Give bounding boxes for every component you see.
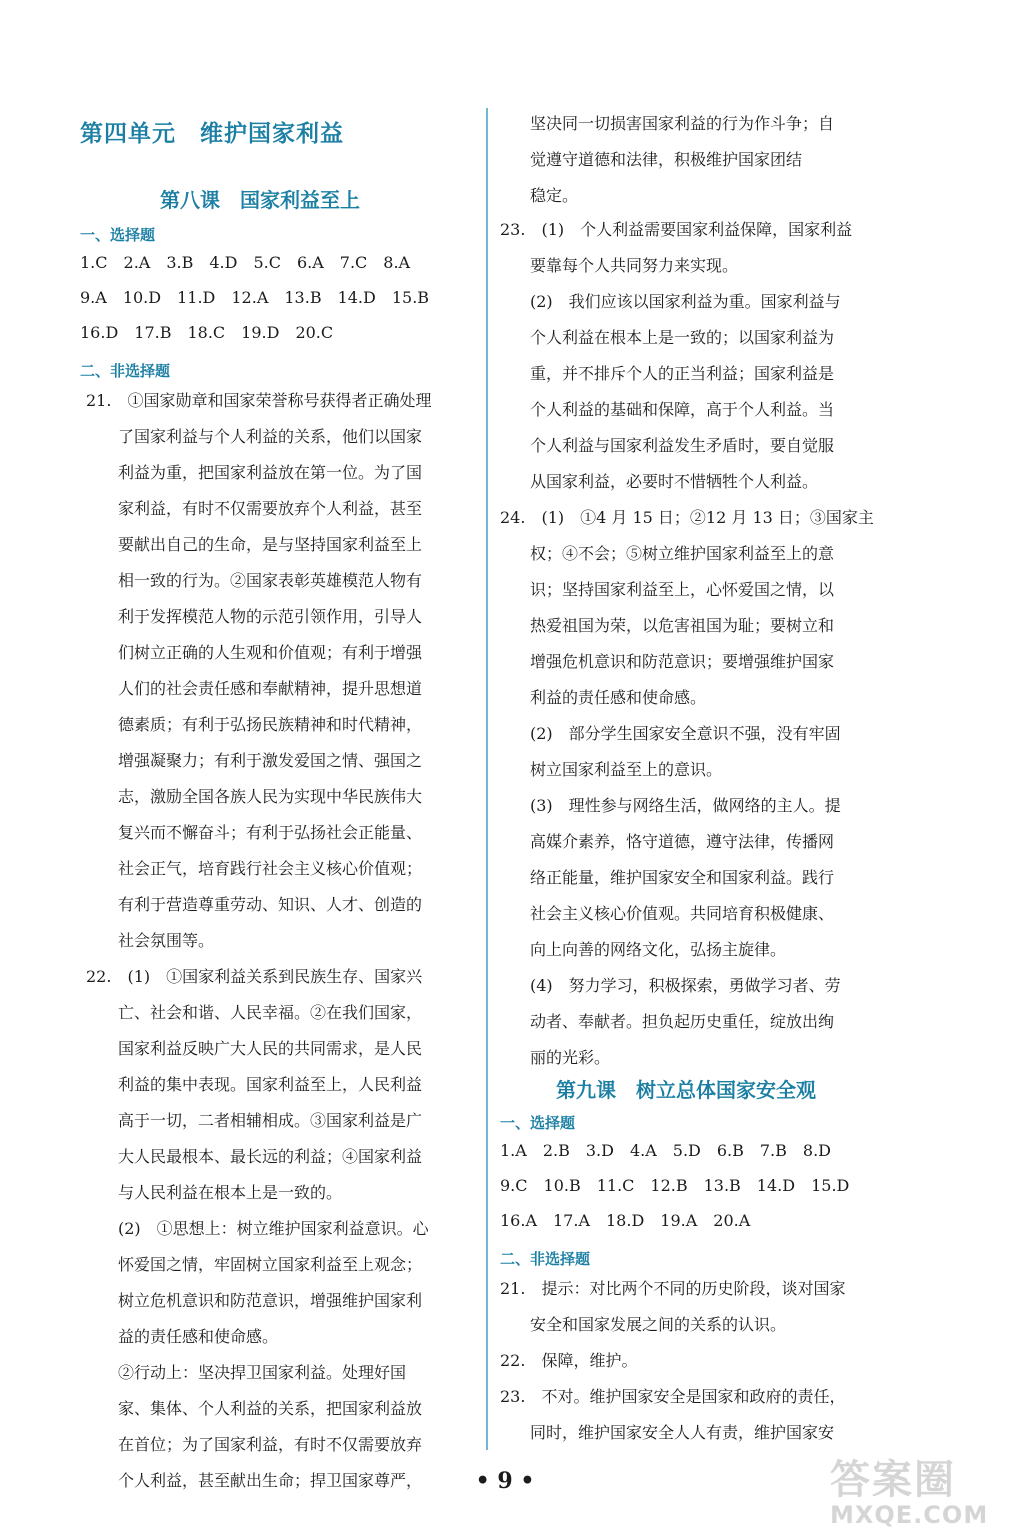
q24-line: 增强危机意识和防范意识；要增强维护国家 bbox=[530, 652, 835, 671]
q22-line: 利益的集中表现。国家利益至上，人民利益 bbox=[118, 1075, 423, 1094]
q22-line: 在首位；为了国家利益，有时不仅需要放弃 bbox=[118, 1435, 423, 1454]
q23-line: 从国家利益，必要时不惜牺牲个人利益。 bbox=[530, 472, 819, 491]
q22-cont-line: 稳定。 bbox=[530, 186, 579, 205]
q22-line: 高于一切，二者相辅相成。③国家利益是广 bbox=[118, 1111, 423, 1130]
q23-line: 个人利益在根本上是一致的；以国家利益为 bbox=[530, 328, 835, 347]
lesson9-title: 第九课 树立总体国家安全观 bbox=[556, 1078, 816, 1102]
lesson9-mc-line: 16.A 17.A 18.D 19.A 20.A bbox=[500, 1211, 751, 1230]
q23-line: 个人利益的基础和保障，高于个人利益。当 bbox=[530, 400, 835, 419]
q21-line: 要献出自己的生命，是与坚持国家利益至上 bbox=[118, 535, 423, 554]
q24-line: 热爱祖国为荣，以危害祖国为耻；要树立和 bbox=[530, 616, 835, 635]
unit-title: 第四单元 维护国家利益 bbox=[80, 121, 344, 147]
q22-line: ②行动上：坚决捍卫国家利益。处理好国 bbox=[118, 1363, 407, 1382]
q22-line: 益的责任感和使命感。 bbox=[118, 1327, 279, 1346]
q21-line: 社会正气，培育践行社会主义核心价值观； bbox=[118, 859, 423, 878]
q22-line: 家、集体、个人利益的关系，把国家利益放 bbox=[118, 1399, 423, 1418]
q23-line: 要靠每个人共同努力来实现。 bbox=[530, 256, 739, 275]
q23-line: (2) 我们应该以国家利益为重。国家利益与 bbox=[530, 292, 841, 311]
q24-line: 向上向善的网络文化，弘扬主旋律。 bbox=[530, 940, 787, 959]
q22-line: 怀爱国之情，牢固树立国家利益至上观念； bbox=[118, 1255, 423, 1274]
q24-line: 树立国家利益至上的意识。 bbox=[530, 760, 723, 779]
q24-line: 权；④不会；⑤树立维护国家利益至上的意 bbox=[530, 544, 835, 563]
q21-line: 社会氛围等。 bbox=[118, 931, 215, 950]
l9-q23-line: 23. 不对。维护国家安全是国家和政府的责任， bbox=[500, 1387, 846, 1406]
watermark-logo bbox=[830, 1448, 1000, 1528]
q22-line: 国家利益反映广大人民的共同需求，是人民 bbox=[118, 1039, 423, 1058]
q24-line: (2) 部分学生国家安全意识不强，没有牢固 bbox=[530, 724, 841, 743]
q22-line: 个人利益，甚至献出生命；捍卫国家尊严， bbox=[118, 1471, 423, 1490]
q24-line: (4) 努力学习，积极探索，勇做学习者、劳 bbox=[530, 976, 841, 995]
l9-q23-line: 同时，维护国家安全人人有责，维护国家安 bbox=[530, 1423, 835, 1442]
q22-line: 树立危机意识和防范意识，增强维护国家利 bbox=[118, 1291, 423, 1310]
q21-line: 21. ①国家勋章和国家荣誉称号获得者正确处理 bbox=[86, 391, 432, 410]
q22-line: 亡、社会和谐、人民幸福。②在我们国家， bbox=[118, 1003, 423, 1022]
q21-line: 利于发挥模范人物的示范引领作用，引导人 bbox=[118, 607, 423, 626]
lesson8-mc-line: 1.C 2.A 3.B 4.D 5.C 6.A 7.C 8.A bbox=[80, 253, 411, 272]
lesson9-section-open: 二、非选择题 bbox=[500, 1250, 591, 1268]
q23-line: 个人利益与国家利益发生矛盾时，要自觉服 bbox=[530, 436, 835, 455]
q24-line: 动者、奉献者。担负起历史重任，绽放出绚 bbox=[530, 1012, 835, 1031]
column-divider bbox=[486, 108, 488, 1450]
q24-line: 社会主义核心价值观。共同培育积极健康、 bbox=[530, 904, 835, 923]
lesson8-mc-line: 9.A 10.D 11.D 12.A 13.B 14.D 15.B bbox=[80, 288, 430, 307]
q22-cont-line: 觉遵守道德和法律，积极维护国家团结 bbox=[530, 150, 803, 169]
l9-q22-line: 22. 保障，维护。 bbox=[500, 1351, 638, 1370]
l9-q21-line: 安全和国家发展之间的关系的认识。 bbox=[530, 1315, 787, 1334]
q22-line: (2) ①思想上：树立维护国家利益意识。心 bbox=[118, 1219, 429, 1238]
q23-line: 23. (1) 个人利益需要国家利益保障，国家利益 bbox=[500, 220, 853, 239]
q22-cont-line: 坚决同一切损害国家利益的行为作斗争；自 bbox=[530, 114, 835, 133]
q24-line: 络正能量，维护国家安全和国家利益。践行 bbox=[530, 868, 835, 887]
lesson8-mc-line: 16.D 17.B 18.C 19.D 20.C bbox=[80, 323, 334, 342]
page-number: • 9 • bbox=[475, 1468, 535, 1494]
q22-line: 大人民最根本、最长远的利益；④国家利益 bbox=[118, 1147, 423, 1166]
q24-line: 丽的光彩。 bbox=[530, 1048, 611, 1067]
lesson8-section-choice: 一、选择题 bbox=[80, 226, 156, 244]
q21-line: 人们的社会责任感和奉献精神，提升思想道 bbox=[118, 679, 423, 698]
q21-line: 德素质；有利于弘扬民族精神和时代精神， bbox=[118, 715, 423, 734]
q22-line: 22. (1) ①国家利益关系到民族生存、国家兴 bbox=[86, 967, 423, 986]
watermark-url: MXQE.COM bbox=[830, 1501, 989, 1529]
lesson9-mc-line: 1.A 2.B 3.D 4.A 5.D 6.B 7.B 8.D bbox=[500, 1141, 831, 1160]
q21-line: 有利于营造尊重劳动、知识、人才、创造的 bbox=[118, 895, 423, 914]
q24-line: 识；坚持国家利益至上，心怀爱国之情，以 bbox=[530, 580, 835, 599]
watermark-text: 答案圈 bbox=[830, 1457, 956, 1503]
lesson9-section-choice: 一、选择题 bbox=[500, 1114, 576, 1132]
q24-line: (3) 理性参与网络生活，做网络的主人。提 bbox=[530, 796, 841, 815]
lesson9-mc-line: 9.C 10.B 11.C 12.B 13.B 14.D 15.D bbox=[500, 1176, 850, 1195]
q21-line: 利益为重，把国家利益放在第一位。为了国 bbox=[118, 463, 423, 482]
q21-line: 了国家利益与个人利益的关系，他们以国家 bbox=[118, 427, 423, 446]
lesson8-title: 第八课 国家利益至上 bbox=[160, 188, 360, 212]
q22-line: 与人民利益在根本上是一致的。 bbox=[118, 1183, 343, 1202]
q21-line: 相一致的行为。②国家表彰英雄模范人物有 bbox=[118, 571, 423, 590]
q24-line: 高媒介素养，恪守道德，遵守法律，传播网 bbox=[530, 832, 835, 851]
q21-line: 们树立正确的人生观和价值观；有利于增强 bbox=[118, 643, 423, 662]
q21-line: 志，激励全国各族人民为实现中华民族伟大 bbox=[118, 787, 423, 806]
q21-line: 家利益，有时不仅需要放弃个人利益，甚至 bbox=[118, 499, 423, 518]
q21-line: 复兴而不懈奋斗；有利于弘扬社会正能量、 bbox=[118, 823, 423, 842]
q24-line: 利益的责任感和使命感。 bbox=[530, 688, 707, 707]
q21-line: 增强凝聚力；有利于激发爱国之情、强国之 bbox=[118, 751, 423, 770]
lesson8-section-open: 二、非选择题 bbox=[80, 362, 171, 380]
q24-line: 24. (1) ①4 月 15 日；②12 月 13 日；③国家主 bbox=[500, 508, 874, 527]
l9-q21-line: 21. 提示：对比两个不同的历史阶段，谈对国家 bbox=[500, 1279, 846, 1298]
q23-line: 重，并不排斥个人的正当利益；国家利益是 bbox=[530, 364, 835, 383]
